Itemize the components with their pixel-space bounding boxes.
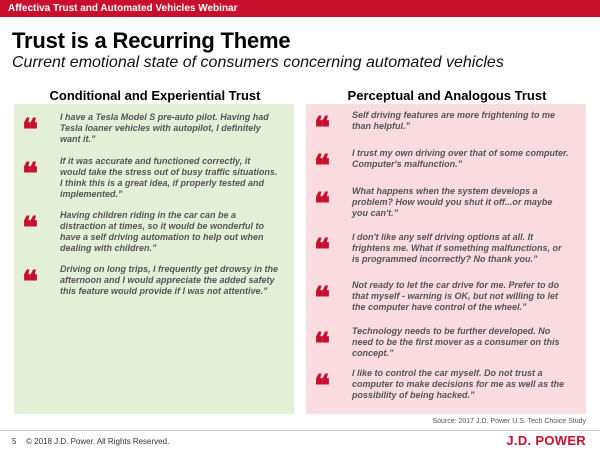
header-bar — [0, 0, 600, 17]
right-column-heading: Perceptual and Analogous Trust — [347, 88, 547, 103]
quote-item — [22, 156, 278, 200]
quote-text: What happens when the system develops a problem? How would you shut it off...or maybe you can't.” — [352, 186, 553, 218]
quote-mark-icon: ❝ — [314, 187, 328, 222]
quote-mark-icon: ❝ — [314, 281, 328, 316]
quote-item — [22, 112, 278, 146]
jd-power-logo: J.D. POWER — [506, 433, 586, 448]
slide-subtitle: Current emotional state of consumers concerning automated vehicles — [12, 54, 504, 71]
quote-item — [314, 110, 570, 144]
copyright-text: © 2018 J.D. Power. All Rights Reserved. — [26, 437, 170, 446]
quote-text: Not ready to let the car drive for me. Prefer to do that myself - warning is OK, but not willing to let the computer have control of the wheel.” — [352, 280, 560, 312]
quote-mark-icon: ❝ — [314, 233, 328, 268]
quote-item — [22, 264, 278, 298]
perceptual-trust-panel — [306, 104, 586, 414]
quote-item — [314, 186, 570, 220]
quote-item — [314, 232, 570, 266]
quote-text: If it was accurate and functioned correctly, it would take the stress out of busy traffic situations. I think this is a great idea, if properly tested and implemented.” — [60, 156, 278, 199]
source-note: Source: 2017 J.D. Power U.S. Tech Choice Study — [432, 418, 586, 425]
slide-title: Trust is a Recurring Theme — [12, 28, 291, 53]
webinar-title: Affectiva Trust and Automated Vehicles Webinar — [8, 3, 238, 14]
quote-text: Self driving features are more frightening to me than helpful.” — [352, 110, 556, 131]
quote-text: Technology needs to be further developed. No need to be the first mover as a consumer on this concept.” — [352, 326, 560, 358]
quote-item — [22, 210, 278, 254]
quote-text: Driving on long trips, I frequently get drowsy in the afternoon and I would appreciate the added safety this feature would provide if I was not attentive.” — [60, 264, 279, 296]
quote-text: Having children riding in the car can be a distraction at times, so it would be wonderful to have a self driving automation to help out when dealing with children.” — [60, 210, 265, 253]
quote-item — [314, 368, 570, 402]
conditional-trust-panel — [14, 104, 294, 414]
quote-mark-icon: ❝ — [314, 111, 328, 146]
quote-text: I have a Tesla Model S pre-auto pilot. Having had Tesla loaner vehicles with autopilot, I definitely want it.” — [60, 112, 269, 144]
quote-text: I don't like any self driving options at all. It frightens me. What if something malfunctions, or is programmed incorrectly? No thank you.” — [352, 232, 562, 264]
page-number: 5 — [12, 437, 17, 446]
quote-mark-icon: ❝ — [314, 327, 328, 362]
quote-item — [314, 148, 570, 182]
quote-mark-icon: ❝ — [314, 369, 328, 404]
quote-mark-icon: ❝ — [22, 157, 36, 192]
quote-text: I trust my own driving over that of some computer. Computer's malfunction.” — [352, 148, 569, 169]
quote-mark-icon: ❝ — [314, 149, 328, 184]
left-column-heading: Conditional and Experiential Trust — [49, 88, 261, 103]
quote-item — [314, 326, 570, 360]
quote-mark-icon: ❝ — [22, 265, 36, 300]
quote-mark-icon: ❝ — [22, 211, 36, 246]
quote-mark-icon: ❝ — [22, 113, 36, 148]
quote-text: I like to control the car myself. Do not trust a computer to make decisions for me as well as the possibility of being hacked.” — [352, 368, 565, 400]
quote-item — [314, 280, 570, 314]
footer-divider — [0, 430, 600, 431]
